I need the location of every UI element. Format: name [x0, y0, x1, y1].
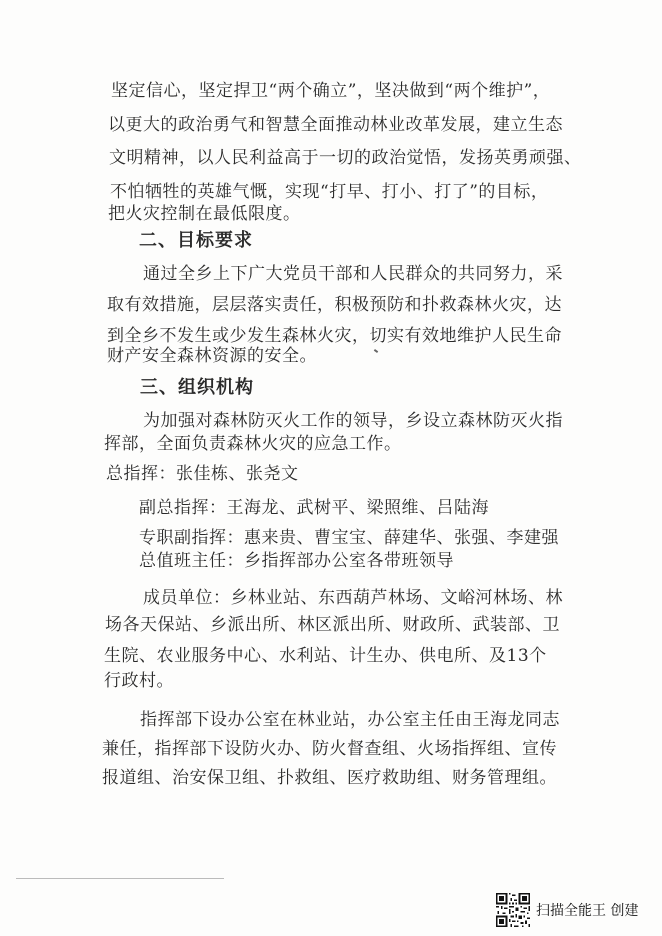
- text-line: 生院、农业服务中心、水利站、计生办、供电所、及13个: [104, 646, 547, 666]
- section-heading: 二、目标要求: [139, 230, 253, 251]
- text-line: 挥部，全面负责森林火灾的应急工作。: [104, 434, 402, 454]
- text-line: 报道组、治安保卫组、扑救组、医疗救助组、财务管理组。: [102, 768, 557, 788]
- stray-mark: [374, 349, 378, 353]
- text-line: 把火灾控制在最低限度。: [108, 204, 301, 224]
- text-line: 以更大的政治勇气和智慧全面推动林业改革发展，建立生态: [108, 115, 563, 135]
- section-heading: 三、组织机构: [140, 377, 254, 398]
- text-line: 指挥部下设办公室在林业站，办公室主任由王海龙同志: [140, 710, 560, 730]
- scanner-watermark: [496, 893, 638, 927]
- duty-director-line: 总值班主任：乡指挥部办公室各带班领导: [139, 551, 454, 571]
- text-line: 不怕牺牲的英雄气慨，实现“打早、打小、打了”的目标，: [110, 182, 549, 202]
- text-line: 财产安全森林资源的安全。: [107, 346, 317, 366]
- text-line: 取有效措施，层层落实责任，积极预防和扑救森林火灾，达: [107, 295, 562, 315]
- text-line: 成员单位：乡林业站、东西葫芦林场、文峪河林场、林: [143, 588, 563, 608]
- text-line: 文明精神，以人民利益高于一切的政治觉悟，发扬英勇顽强、: [109, 148, 582, 168]
- text-line: 兼任，指挥部下设防火办、防火督查组、火场指挥组、宣传: [102, 739, 557, 759]
- deputy-commander-line: 副总指挥：王海龙、武树平、梁照维、吕陆海: [139, 498, 489, 518]
- text-line: 通过全乡上下广大党员干部和人民群众的共同努力，采: [143, 264, 563, 284]
- text-line: 场各天保站、乡派出所、林区派出所、财政所、武装部、卫: [105, 615, 560, 635]
- text-line: 为加强对森林防灭火工作的领导，乡设立森林防灭火指: [143, 411, 563, 431]
- text-line: 到全乡不发生或少发生森林火灾，切实有效地维护人民生命: [107, 326, 562, 346]
- text-line: 行政村。: [104, 671, 174, 691]
- commander-line: 总指挥：张佳栋、张尧文: [106, 464, 299, 484]
- fulltime-deputy-line: 专职副指挥：惠来贵、曹宝宝、薛建华、张强、李建强: [139, 528, 559, 548]
- text-line: 坚定信心，坚定捍卫“两个确立”，坚决做到“两个维护”，: [111, 81, 551, 101]
- qr-code-icon: [496, 893, 530, 927]
- scanner-label: 扫描全能王 创建: [536, 903, 639, 919]
- footer-divider: [16, 878, 224, 879]
